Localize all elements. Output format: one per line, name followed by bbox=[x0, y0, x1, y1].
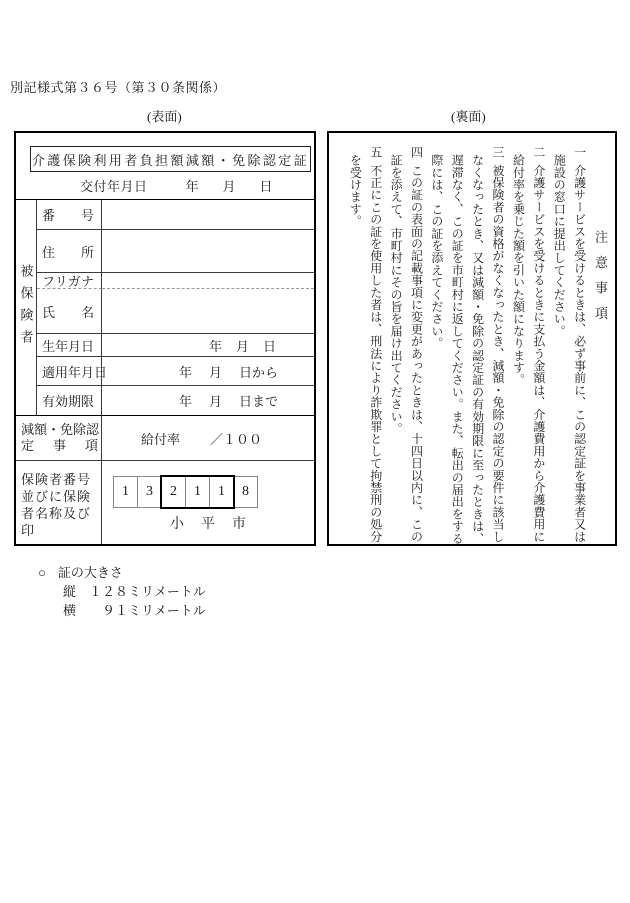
note-item-number: 一 bbox=[572, 146, 587, 159]
insurer-number-cell bbox=[102, 461, 314, 544]
note-text: 不正にこの証を使用した者は、刑法により詐欺罪として拘禁刑の処分 bbox=[368, 164, 383, 543]
insurer-name: 小平市 bbox=[170, 517, 263, 532]
note-text: 介護サービスを受けるときに支払う金額は、介護費用から介護費用に bbox=[531, 164, 546, 543]
note-text: 遅滞なく、この証を市町村に返してください。また、転出の届出をする bbox=[450, 154, 465, 545]
front-table bbox=[16, 199, 314, 544]
note-column bbox=[345, 146, 365, 544]
birthdate-field-value bbox=[102, 334, 314, 357]
birth-month-label: 月 bbox=[236, 338, 250, 354]
insurer-number-digit: 1 bbox=[185, 476, 210, 508]
insurer-label-line4: 印 bbox=[21, 522, 36, 538]
back-caption: (裏面) bbox=[451, 109, 486, 124]
note-column bbox=[488, 146, 508, 544]
valid-day-until-label: 日まで bbox=[239, 394, 279, 409]
insurer-number-digit: 1 bbox=[113, 476, 138, 508]
note-text: 被保険者の資格がなくなったとき、減額・免除の認定の要件に該当し bbox=[491, 164, 506, 543]
furigana-field-label: フリガナ bbox=[37, 273, 102, 289]
insurer-number-digit: 3 bbox=[137, 476, 162, 508]
insurer-number-digit: 2 bbox=[161, 476, 186, 508]
benefit-rate-label: 給付率 bbox=[141, 431, 181, 447]
apply-day-from-label: 日から bbox=[239, 364, 279, 380]
note-column bbox=[365, 146, 385, 544]
size-note-bullet: ○ bbox=[38, 565, 46, 580]
note-column bbox=[467, 146, 487, 544]
insured-person-label bbox=[16, 200, 37, 416]
insurer-number-boxes bbox=[113, 476, 258, 508]
note-column bbox=[406, 146, 426, 544]
note-item-number: 二 bbox=[531, 146, 546, 159]
birth-day-label: 日 bbox=[263, 338, 277, 354]
issue-day-label: 日 bbox=[259, 179, 273, 194]
issue-month-label: 月 bbox=[222, 179, 236, 194]
size-note-heading: 証の大きさ bbox=[57, 565, 123, 580]
furigana-field-value bbox=[102, 273, 314, 289]
note-item-number: 四 bbox=[409, 146, 424, 159]
notes bbox=[329, 133, 615, 544]
apply-year-label: 年 bbox=[179, 364, 193, 380]
birth-year-label: 年 bbox=[209, 338, 223, 354]
apply-date-field-label: 適用年月日 bbox=[37, 357, 102, 386]
valid-until-field-label: 有効期限 bbox=[37, 386, 102, 416]
note-text: 際には、この証を添えてください。 bbox=[429, 154, 444, 350]
number-field-label: 番 号 bbox=[37, 200, 102, 230]
apply-date-field-value bbox=[102, 357, 314, 386]
note-text: なくなったとき、又は減額・免除の認定証の有効期限に至ったときは、 bbox=[470, 154, 485, 545]
benefit-rate-value: ／１００ bbox=[210, 431, 263, 447]
front-caption: (表面) bbox=[147, 109, 182, 124]
insurer-label bbox=[16, 461, 102, 544]
note-column bbox=[528, 146, 548, 544]
insurer-label-line3: 者名称及び bbox=[21, 505, 92, 521]
name-field-label: 氏 名 bbox=[37, 289, 102, 334]
back-panel bbox=[327, 131, 617, 546]
size-note-height: 縦 １２８ミリメートル bbox=[63, 584, 206, 599]
insurer-label-line1: 保険者番号 bbox=[21, 471, 92, 487]
note-text: を受けます。 bbox=[348, 154, 363, 228]
front-panel bbox=[14, 131, 316, 546]
name-field-value bbox=[102, 289, 314, 334]
note-item-number: 三 bbox=[491, 146, 506, 159]
insured-person-text: 被保険者 bbox=[18, 263, 34, 352]
insurer-number-digit: 1 bbox=[209, 476, 234, 508]
size-note-width: 横 ９１ミリメートル bbox=[63, 603, 206, 618]
note-text: 施設の窓口に提出してください。 bbox=[552, 154, 567, 337]
issue-date-label: 交付年月日 bbox=[80, 179, 148, 194]
note-text: 給付率を乗じた額を引いた額になります。 bbox=[511, 154, 526, 386]
valid-until-field-value bbox=[102, 386, 314, 416]
size-note bbox=[38, 563, 206, 620]
valid-month-label: 月 bbox=[209, 394, 223, 409]
address-field-value bbox=[102, 230, 314, 273]
benefit-rate-cell bbox=[102, 416, 314, 461]
issue-date-row bbox=[16, 172, 314, 199]
note-column bbox=[549, 146, 569, 544]
reduction-cert-label bbox=[16, 416, 102, 461]
issue-year-label: 年 bbox=[185, 179, 199, 194]
birthdate-field-label: 生年月日 bbox=[37, 334, 102, 357]
note-column bbox=[569, 146, 589, 544]
note-column bbox=[386, 146, 406, 544]
note-column bbox=[508, 146, 528, 544]
certificate-title: 介護保険利用者負担額減額・免除認定証 bbox=[30, 146, 311, 172]
note-text: 介護サービスを受けるときは、必ず事前に、この認定証を事業者又は bbox=[572, 164, 587, 543]
apply-month-label: 月 bbox=[209, 364, 223, 380]
reduction-cert-label-line1: 減額・免除認 bbox=[21, 422, 100, 437]
note-column bbox=[447, 146, 467, 544]
insurer-number-digit: 8 bbox=[233, 476, 258, 508]
note-item-number: 五 bbox=[368, 146, 383, 159]
valid-year-label: 年 bbox=[179, 394, 193, 409]
number-field-value bbox=[102, 200, 314, 230]
note-text: この証の表面の記載事項に変更があったときは、十四日以内に、この bbox=[409, 164, 424, 543]
form-number: 別記様式第３６号（第３０条関係） bbox=[10, 80, 227, 95]
note-column bbox=[426, 146, 446, 544]
note-text: 証を添えて、市町村にその旨を届け出てください。 bbox=[389, 154, 404, 435]
notes-heading: 注意事項 bbox=[593, 230, 608, 332]
address-field-label: 住 所 bbox=[37, 230, 102, 273]
reduction-cert-label-line2: 定 事 項 bbox=[21, 438, 98, 453]
insurer-label-line2: 並びに保険 bbox=[21, 488, 92, 504]
